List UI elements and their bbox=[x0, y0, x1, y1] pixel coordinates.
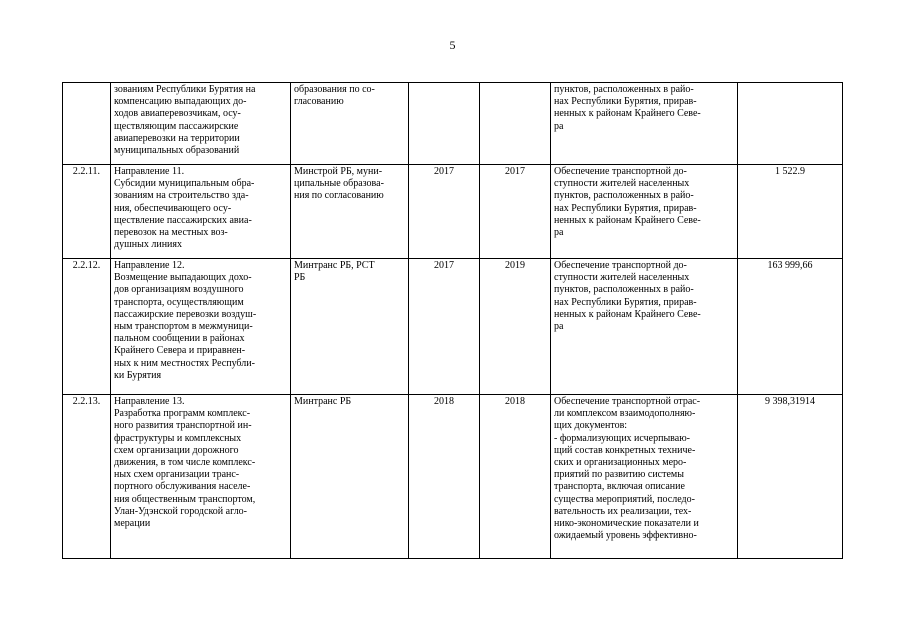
executor-cell: Минтранс РБ bbox=[291, 395, 409, 559]
expected-result-cell: Обеспечение транспортной отрас- ли комплексом взаимодополняю- щих документов: - формализующих исчерпываю- щий состав конкретных техниче- ских и организационных меро- приятий по развитию системы транспорта, включая описание существа мероприятий, последо- вательность их реализации, тех- нико-экономические показатели и ожидаемый уровень эффективно- bbox=[551, 395, 738, 559]
start-year-cell: 2017 bbox=[409, 259, 480, 395]
funding-amount-cell: 1 522.9 bbox=[738, 165, 843, 259]
end-year-cell bbox=[480, 83, 551, 165]
expected-result-cell: пунктов, расположенных в райо- нах Республики Бурятия, прирав- ненных к районам Крайнего Севе- ра bbox=[551, 83, 738, 165]
expected-result-cell: Обеспечение транспортной до- ступности жителей населенных пунктов, расположенных в райо- нах Республики Бурятия, прирав- ненных к районам Крайнего Севе- ра bbox=[551, 259, 738, 395]
expected-result-cell: Обеспечение транспортной до- ступности жителей населенных пунктов, расположенных в райо- нах Республики Бурятия, прирав- ненных к районам Крайнего Севе- ра bbox=[551, 165, 738, 259]
executor-cell: образования по со- гласованию bbox=[291, 83, 409, 165]
end-year-cell: 2019 bbox=[480, 259, 551, 395]
table-row bbox=[63, 83, 843, 165]
measure-code-cell: 2.2.13. bbox=[63, 395, 111, 559]
measure-code-cell: 2.2.11. bbox=[63, 165, 111, 259]
measure-description-cell: зованиям Республики Бурятия на компенсацию выпадающих до- ходов авиаперевозчикам, осу- ществляющим пассажирские авиаперевозки на территории муниципальных образований bbox=[111, 83, 291, 165]
measure-description-cell: Направление 11. Субсидии муниципальным обра- зованиям на строительство зда- ния, обеспечивающего осу- ществление пассажирских авиа- перевозок на местных воз- душных линиях bbox=[111, 165, 291, 259]
page-number: 5 bbox=[449, 38, 456, 52]
measure-description-cell: Направление 12. Возмещение выпадающих дохо- дов организациям воздушного транспорта, осуществляющим пассажирские перевозки воздуш- ным транспортом в межмуници- пальном сообщении в районах Крайнего Севера и приравнен- ных к ним местностях Республи- ки Бурятия bbox=[111, 259, 291, 395]
funding-amount-cell: 163 999,66 bbox=[738, 259, 843, 395]
funding-amount-cell bbox=[738, 83, 843, 165]
start-year-cell: 2017 bbox=[409, 165, 480, 259]
end-year-cell: 2017 bbox=[480, 165, 551, 259]
start-year-cell bbox=[409, 83, 480, 165]
program-measures-table bbox=[62, 82, 843, 559]
measure-code-cell bbox=[63, 83, 111, 165]
measure-description-cell: Направление 13. Разработка программ комплекс- ного развития транспортной ин- фраструктуры и комплексных схем организации дорожного движения, в том числе комплекс- ных схем организации транс- портного обслуживания населе- ния общественным транспортом, Улан-Удэнской городской агло- мерации bbox=[111, 395, 291, 559]
executor-cell: Минтранс РБ, РСТ РБ bbox=[291, 259, 409, 395]
start-year-cell: 2018 bbox=[409, 395, 480, 559]
executor-cell: Минстрой РБ, муни- ципальные образова- ния по согласованию bbox=[291, 165, 409, 259]
measure-code-cell: 2.2.12. bbox=[63, 259, 111, 395]
end-year-cell: 2018 bbox=[480, 395, 551, 559]
funding-amount-cell: 9 398,31914 bbox=[738, 395, 843, 559]
table-row bbox=[63, 259, 843, 395]
table-row bbox=[63, 165, 843, 259]
table-row bbox=[63, 395, 843, 559]
